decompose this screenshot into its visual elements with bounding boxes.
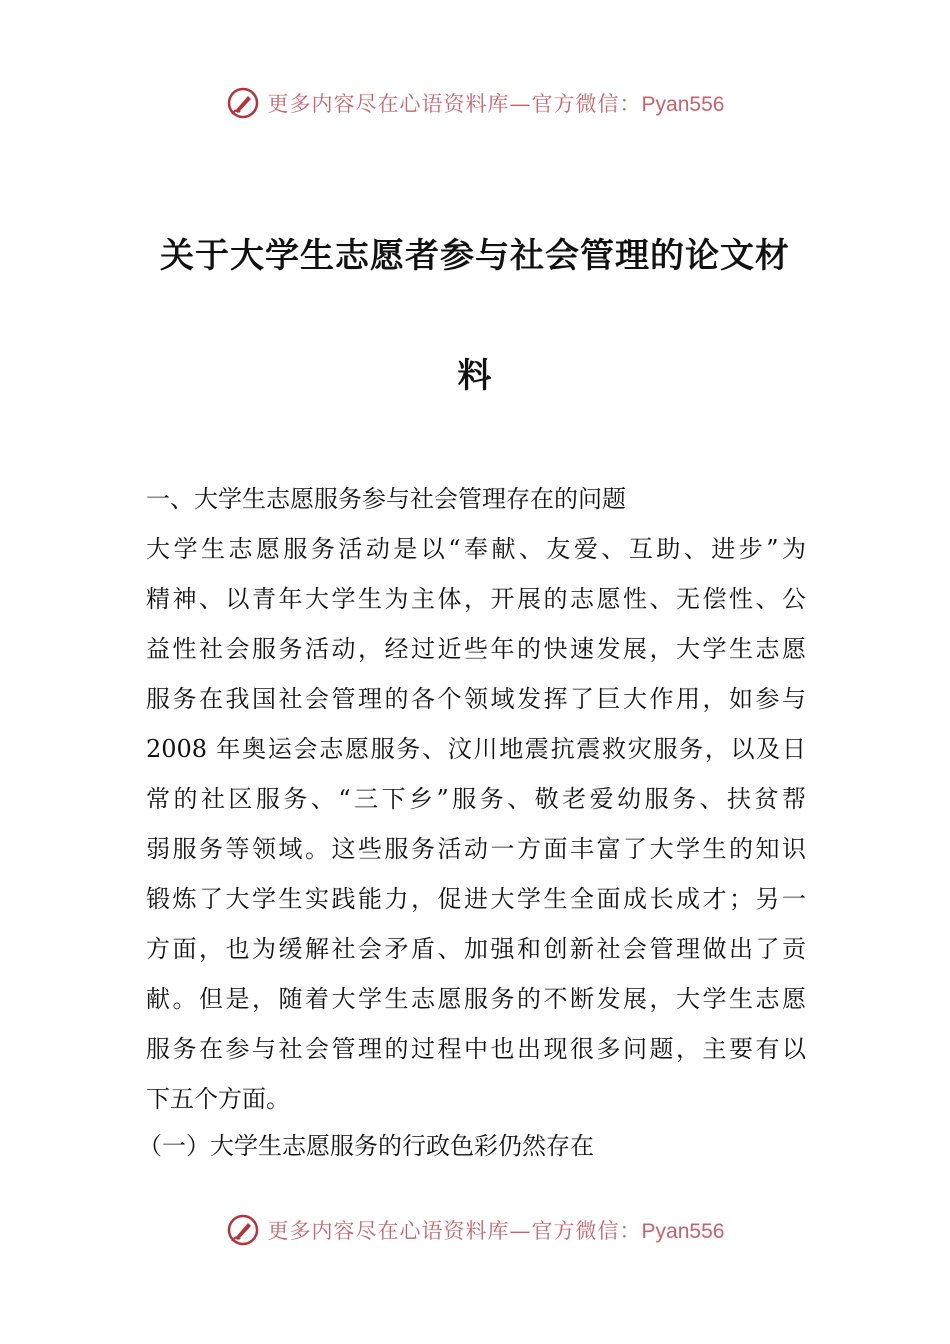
paragraph-line: 方面，也为缓解社会矛盾、加强和创新社会管理做出了贡	[146, 935, 806, 963]
watermark-text: 更多内容尽在心语资料库—官方微信：Pyan556	[267, 1219, 725, 1243]
paragraph-line: 弱服务等领域。这些服务活动一方面丰富了大学生的知识	[146, 835, 806, 863]
paragraph-line: 锻炼了大学生实践能力，促进大学生全面成长成才；另一	[146, 885, 806, 913]
paragraph-line: 服务在参与社会管理的过程中也出现很多问题，主要有以	[146, 1035, 806, 1063]
pen-logo-icon	[226, 1213, 260, 1247]
document-title-continued: 料	[457, 356, 493, 396]
subsection-heading: （一）大学生志愿服务的行政色彩仍然存在	[138, 1132, 594, 1160]
wechat-id: Pyan556	[641, 93, 725, 116]
footer-watermark	[0, 1210, 950, 1250]
paragraph-line: 下五个方面。	[146, 1085, 290, 1113]
paragraph-line: 常的社区服务、“三下乡”服务、敬老爱幼服务、扶贫帮	[146, 785, 806, 813]
paragraph-line: 服务在我国社会管理的各个领域发挥了巨大作用，如参与	[146, 685, 806, 713]
section-heading: 一、大学生志愿服务参与社会管理存在的问题	[146, 485, 626, 513]
body-paragraph	[146, 524, 806, 1124]
paragraph-line: 2008 年奥运会志愿服务、汶川地震抗震救灾服务，以及日	[146, 735, 806, 763]
paragraph-line: 大学生志愿服务活动是以“奉献、友爱、互助、进步”为	[146, 535, 806, 563]
watermark-text: 更多内容尽在心语资料库—官方微信：Pyan556	[267, 92, 725, 116]
paragraph-line: 益性社会服务活动，经过近些年的快速发展，大学生志愿	[146, 635, 806, 663]
wechat-id: Pyan556	[641, 1220, 725, 1243]
pen-logo-icon	[226, 86, 260, 120]
header-watermark	[0, 83, 950, 123]
paragraph-line: 精神、以青年大学生为主体，开展的志愿性、无偿性、公	[146, 585, 806, 613]
document-title: 关于大学生志愿者参与社会管理的论文材	[160, 236, 790, 276]
paragraph-line: 献。但是，随着大学生志愿服务的不断发展，大学生志愿	[146, 985, 806, 1013]
